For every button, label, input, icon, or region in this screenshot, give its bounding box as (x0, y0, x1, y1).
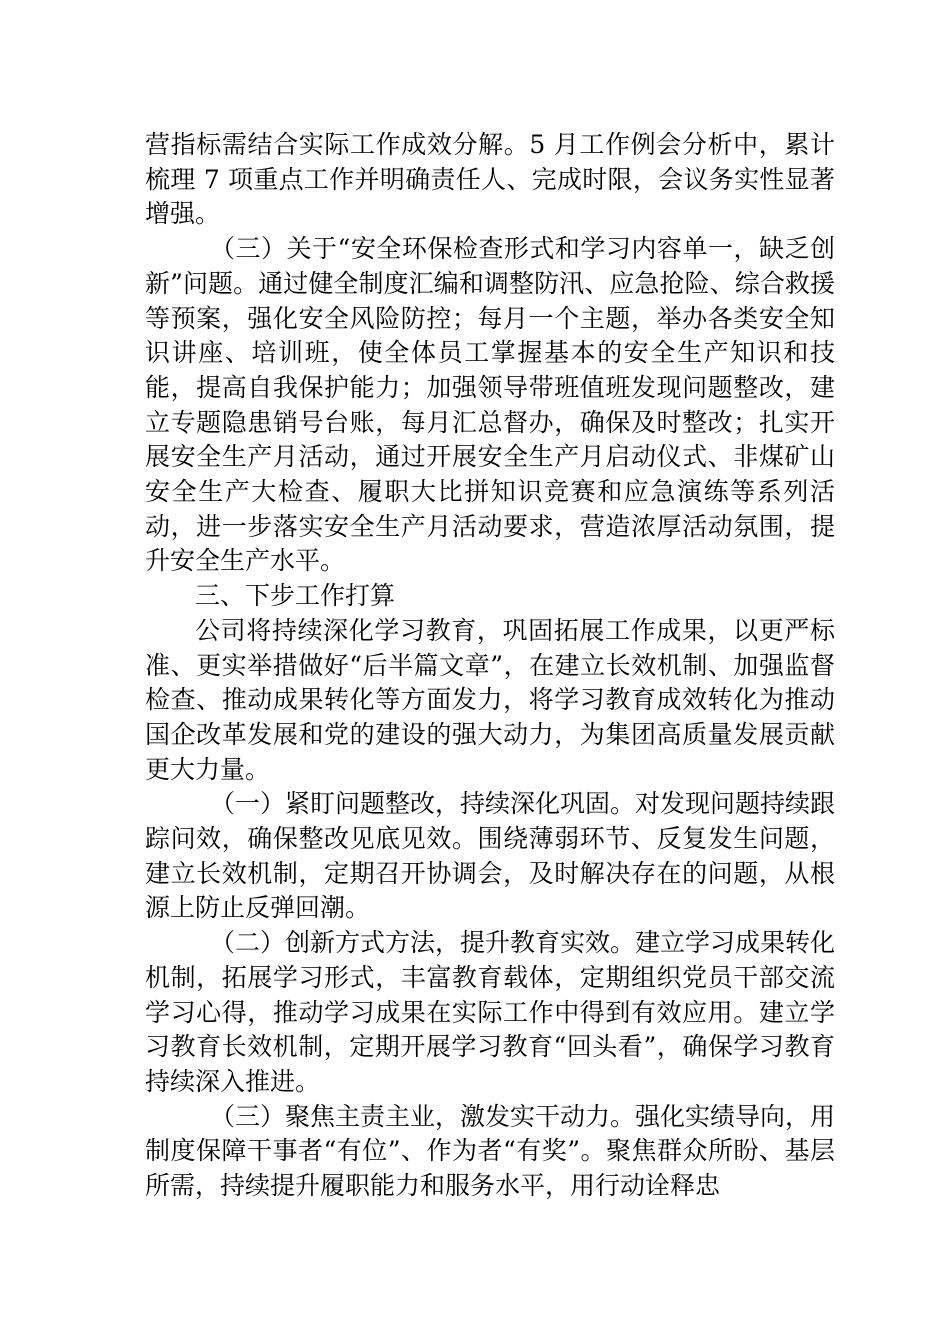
paragraph-plan-one: （一）紧盯问题整改，持续深化巩固。对发现问题持续跟踪问效，确保整改见底见效。围绕薄弱环节、反复发生问题，建立长效机制，定期召开协调会，及时解决存在的问题，从根源上防止反弹回潮。 (145, 789, 836, 923)
paragraph-plan-intro: 公司将持续深化学习教育，巩固拓展工作成果，以更严标准、更实举措做好“后半篇文章”，在建立长效机制、加强监督检查、推动成果转化等方面发力，将学习教育成效转化为推动国企改革发展和党的建设的强大动力，为集团高质量发展贡献更大力量。 (145, 615, 835, 784)
section-heading-next-steps: 三、下步工作打算 (195, 581, 396, 611)
paragraph-continuation: 营指标需结合实际工作成效分解。5 月工作例会分析中，累计梳理 7 项重点工作并明确责任人、完成时限，会议务实性显著增强。 (145, 130, 835, 229)
paragraph-plan-three: （三）聚焦主责主业，激发实干动力。强化实绩导向，用制度保障干事者“有位”、作为者“有奖”。聚焦群众所盼、基层所需，持续提升履职能力和服务水平，用行动诠释忠 (145, 1101, 836, 1201)
paragraph-issue-three: （三）关于“安全环保检查形式和学习内容单一，缺乏创新”问题。通过健全制度汇编和调整防汛、应急抢险、综合救援等预案，强化安全风险防控；每月一个主题，举办各类安全知识讲座、培训班，使全体员工掌握基本的安全生产知识和技能，提高自我保护能力；加强领导带班值班发现问题整改，建立专题隐患销号台账，每月汇总督办，确保及时整改；扎实开展安全生产月活动，通过开展安全生产月启动仪式、非煤矿山安全生产大检查、履职大比拼知识竞赛和应急演练等系列活动，进一步落实安全生产月活动要求，营造浓厚活动氛围，提升安全生产水平。 (145, 234, 835, 576)
document-body (145, 128, 835, 1204)
paragraph-plan-two: （二）创新方式方法，提升教育实效。建立学习成果转化机制，拓展学习形式，丰富教育载体，定期组织党员干部交流学习心得，推动学习成果在实际工作中得到有效应用。建立学习教育长效机制，定期开展学习教育“回头看”，确保学习教育持续深入推进。 (145, 928, 836, 1096)
